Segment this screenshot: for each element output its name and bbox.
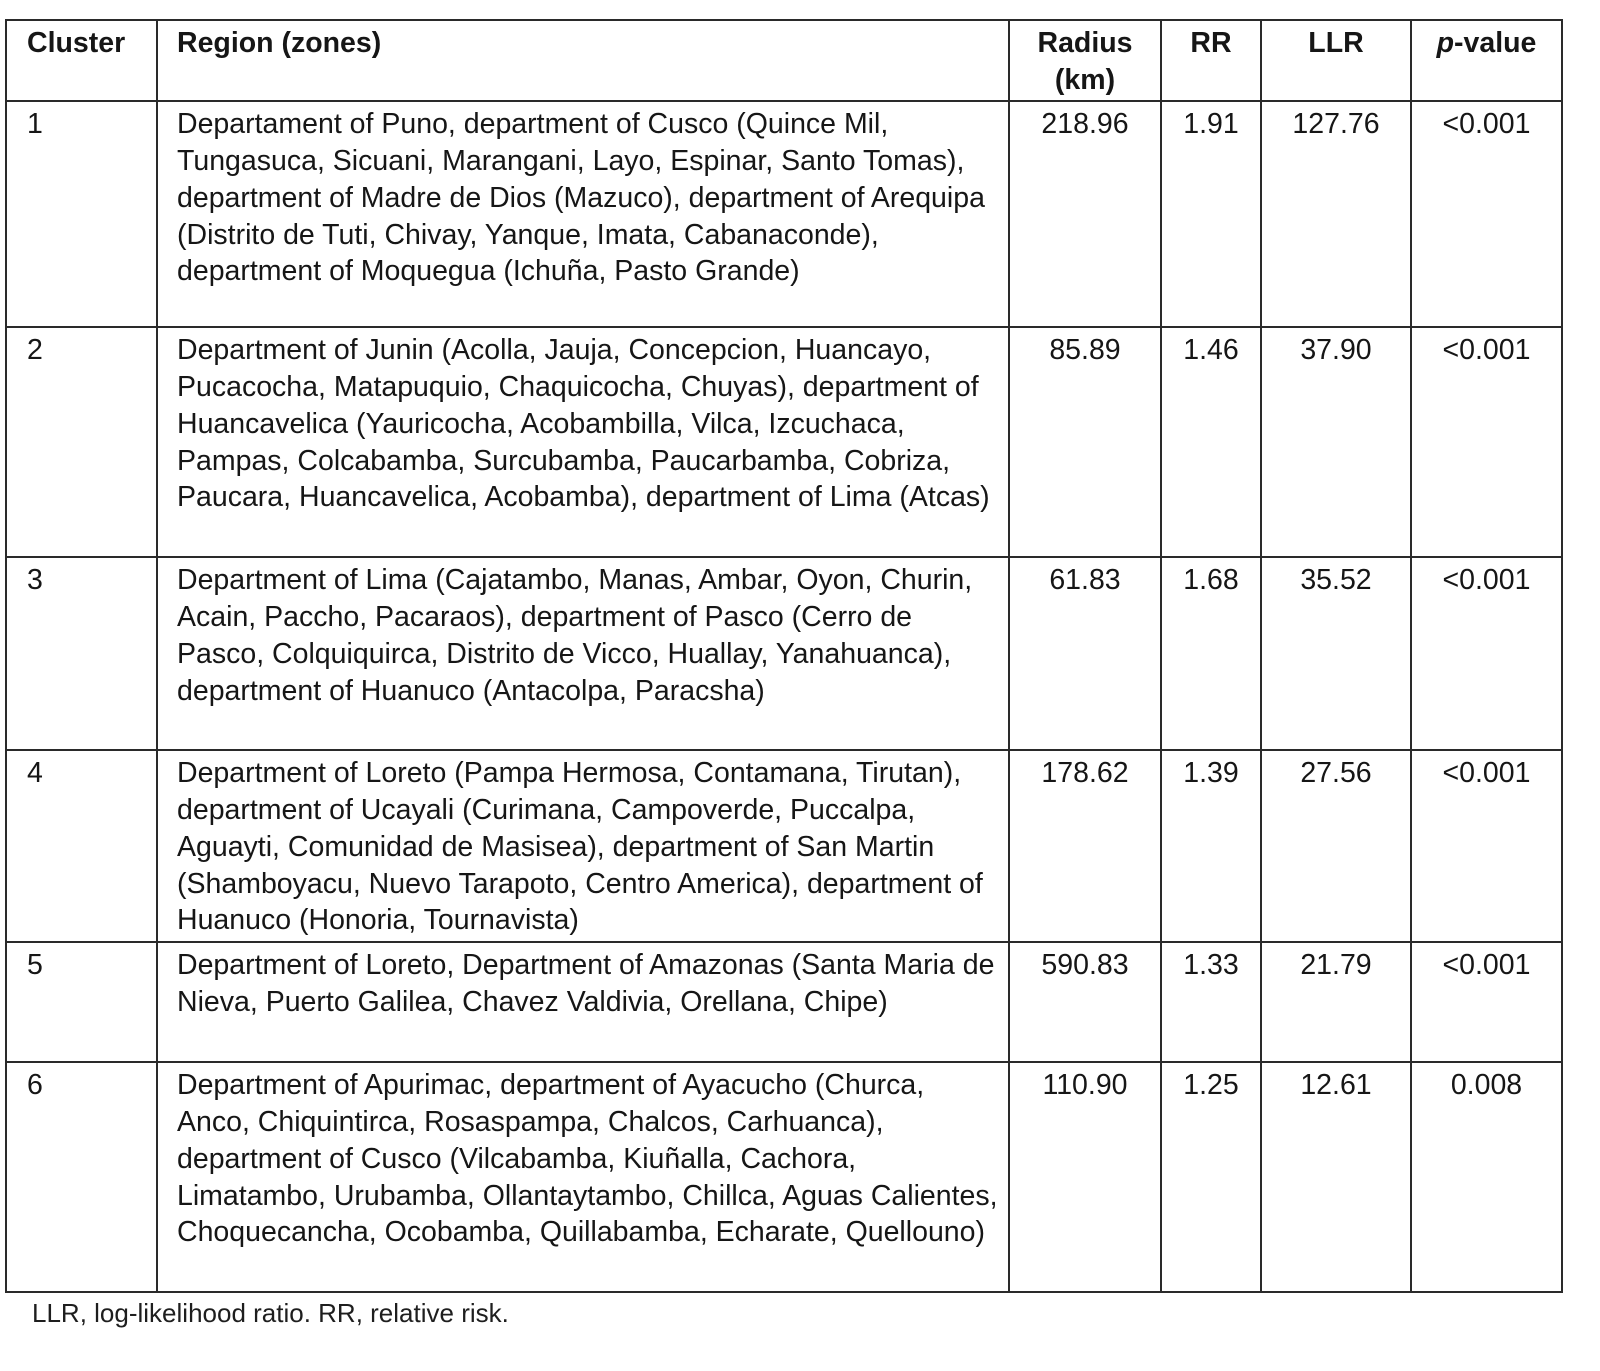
cell-llr: 35.52: [1261, 557, 1411, 750]
cell-radius: 110.90: [1009, 1062, 1161, 1292]
header-radius-label: Radius: [1037, 27, 1133, 59]
cell-radius: 178.62: [1009, 750, 1161, 942]
cell-rr: 1.39: [1161, 750, 1261, 942]
cell-region: Department of Apurimac, department of Ayacucho (Churca, Anco, Chiquintirca, Rosaspampa, Chalcos, Carhuanca), department of Cusco (Vilcabamba, Kiuñalla, Cachora, Limatambo, Urubamba, Ollantaytambo, Chillca, Aguas Calientes, Choquecancha, Ocobamba, Quillabamba, Echarate, Quellouno): [157, 1062, 1009, 1292]
cell-radius: 61.83: [1009, 557, 1161, 750]
cell-p-value: <0.001: [1411, 557, 1562, 750]
cluster-table-container: [5, 19, 1561, 1293]
cell-p-value: <0.001: [1411, 327, 1562, 557]
cell-region: Department of Lima (Cajatambo, Manas, Ambar, Oyon, Churin, Acain, Paccho, Pacaraos), department of Pasco (Cerro de Pasco, Colquiquirca, Distrito de Vicco, Huallay, Yanahuanca), department of Huanuco (Antacolpa, Paracsha): [157, 557, 1009, 750]
cell-cluster: 3: [6, 557, 157, 750]
cell-cluster: 5: [6, 942, 157, 1062]
cell-region: Department of Junin (Acolla, Jauja, Concepcion, Huancayo, Pucacocha, Matapuquio, Chaquicocha, Chuyas), department of Huancavelica (Yauricocha, Acobambilla, Vilca, Izcuchaca, Pampas, Colcabamba, Surcubamba, Paucarbamba, Cobriza, Paucara, Huancavelica, Acobamba), department of Lima (Atcas): [157, 327, 1009, 557]
cell-llr: 37.90: [1261, 327, 1411, 557]
cell-cluster: 1: [6, 101, 157, 327]
table-header-row: [6, 20, 1562, 101]
cell-rr: 1.46: [1161, 327, 1261, 557]
table-row: [6, 750, 1562, 942]
cell-p-value: <0.001: [1411, 750, 1562, 942]
cell-rr: 1.25: [1161, 1062, 1261, 1292]
cell-llr: 12.61: [1261, 1062, 1411, 1292]
table-footnote: LLR, log-likelihood ratio. RR, relative risk.: [32, 1298, 509, 1328]
cell-radius: 85.89: [1009, 327, 1161, 557]
cell-cluster: 2: [6, 327, 157, 557]
header-p-rest: -value: [1454, 27, 1537, 59]
header-region: Region (zones): [157, 20, 1009, 101]
cell-p-value: 0.008: [1411, 1062, 1562, 1292]
cell-rr: 1.33: [1161, 942, 1261, 1062]
cell-p-value: <0.001: [1411, 942, 1562, 1062]
spatial-clusters-table: [5, 19, 1563, 1293]
cell-llr: 21.79: [1261, 942, 1411, 1062]
header-radius: [1009, 20, 1161, 101]
table-row: [6, 942, 1562, 1062]
cell-region: Departament of Puno, department of Cusco (Quince Mil, Tungasuca, Sicuani, Marangani, Layo, Espinar, Santo Tomas), department of Madre de Dios (Mazuco), department of Arequipa (Distrito de Tuti, Chivay, Yanque, Imata, Cabanaconde), department of Moquegua (Ichuña, Pasto Grande): [157, 101, 1009, 327]
table-row: [6, 1062, 1562, 1292]
header-p-value: [1411, 20, 1562, 101]
header-cluster: Cluster: [6, 20, 157, 101]
cell-cluster: 4: [6, 750, 157, 942]
header-radius-unit: (km): [1054, 63, 1116, 96]
cell-region: Department of Loreto, Department of Amazonas (Santa Maria de Nieva, Puerto Galilea, Chavez Valdivia, Orellana, Chipe): [157, 942, 1009, 1062]
table-row: [6, 327, 1562, 557]
header-p-italic: p: [1436, 27, 1455, 59]
header-rr: RR: [1161, 20, 1261, 101]
cell-region: Department of Loreto (Pampa Hermosa, Contamana, Tirutan), department of Ucayali (Curimana, Campoverde, Puccalpa, Aguayti, Comunidad de Masisea), department of San Martin (Shamboyacu, Nuevo Tarapoto, Centro America), department of Huanuco (Honoria, Tournavista): [157, 750, 1009, 942]
cell-rr: 1.68: [1161, 557, 1261, 750]
table-row: [6, 557, 1562, 750]
cell-llr: 27.56: [1261, 750, 1411, 942]
cell-llr: 127.76: [1261, 101, 1411, 327]
cell-rr: 1.91: [1161, 101, 1261, 327]
cell-radius: 590.83: [1009, 942, 1161, 1062]
table-row: [6, 101, 1562, 327]
cell-p-value: <0.001: [1411, 101, 1562, 327]
header-llr: LLR: [1261, 20, 1411, 101]
cell-cluster: 6: [6, 1062, 157, 1292]
cell-radius: 218.96: [1009, 101, 1161, 327]
